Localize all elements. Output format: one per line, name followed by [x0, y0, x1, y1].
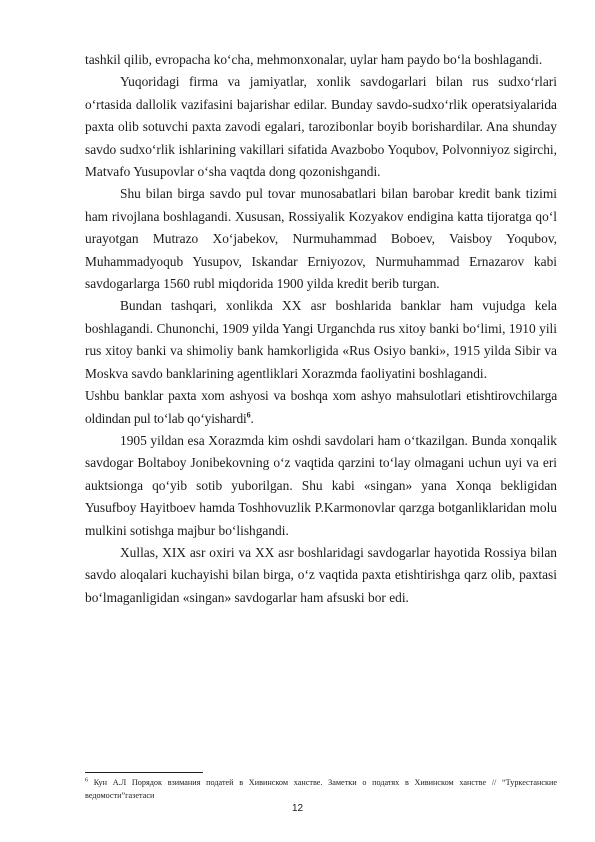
paragraph-2: Yuqoridagi firma va jamiyatlar, xonlik savdogarlari bilan rus sudxo‘rlari o‘rtasida dallolik vazifasini bajarishar edilar. Bunday savdo-sudxo‘rlik operatsiyalarida paxta olib sotuvchi paxta zavodi egalari, tarozibonlar boyib borishardilar. Ana shunday savdo sudxo‘rlik ishlarining vakillari sifatida Avazbobo Yoqubov, Polvonniyoz sigirchi, Matvafo Yusupovlar o‘sha vaqtda dong qozonishgandi. [85, 74, 557, 180]
paragraph-5-end: . [250, 410, 254, 426]
footnote [85, 776, 557, 802]
paragraph-7: Xullas, XIX asr oxiri va XX asr boshlaridagi savdogarlar hayotida Rossiya bilan savdo aloqalari kuchayishi bilan birga, o‘z vaqtida paxta etishtirishga qarz olib, paxtasi bo‘lmaganligidan «singan» savdogarlar ham afsuski bor edi. [85, 544, 557, 605]
footnote-ref[interactable]: 6 [246, 410, 251, 420]
footnote-divider [85, 772, 203, 773]
paragraph-1: tashkil qilib, evropacha ko‘cha, mehmonxonalar, uylar ham paydo bo‘la boshlagandi. [85, 52, 543, 67]
paragraph-5-text: Ushbu banklar paxta xom ashyosi va boshqa xom ashyo mahsulotlari etishtirovchilarga oldindan pul to‘lab qo‘yishardi [85, 388, 557, 426]
footnote-number: 6 [85, 777, 88, 784]
paragraph-6: 1905 yildan esa Xorazmda kim oshdi savdolari ham o‘tkazilgan. Bunda xonqalik savdogar Boltaboy Jonibekovning o‘z vaqtida qarzini to‘lay olmagani uchun uyi va eri auktsionga qo‘yib sotib yuborilgan. Shu kabi «singan» yana Xonqa bekligidan Yusufboy Hayitboev hamda Toshhovuzlik P.Karmonovlar qarzga botganliklaridan molu mulkini sotishga majbur bo‘lishgandi. [85, 432, 557, 538]
paragraph-4: Bundan tashqari, xonlikda XX asr boshlarida banklar ham vujudga kela boshlagandi. Chunonchi, 1909 yilda Yangi Urganchda rus xitoy banki bo‘limi, 1910 yili rus xitoy banki va shimoliy bank hamkorligida «Rus Osiyo banki», 1915 yilda Sibir va Moskva savdo banklarining agentliklari Xorazmda faoliyatini boshlagandi. [85, 298, 557, 381]
paragraph-3: Shu bilan birga savdo pul tovar munosabatlari bilan barobar kredit bank tizimi ham rivojlana boshlagandi. Xususan, Rossiyalik Kozyakov endigina katta tijoratga qo‘l urayotgan Mutrazo Xo‘jabekov, Nurmuhammad Boboev, Vaisboy Yoqubov, Muhammadyoqub Yusupov, Iskandar Erniyozov, Nurmuhammad Ernazarov kabi savdogarlarga 1560 rubl miqdorida 1900 yilda kredit berib turgan. [85, 186, 557, 292]
document-body [85, 49, 557, 609]
footnote-text: Кун А.Л Порядок взимания податей в Хивинском ханстве. Заметки о податях в Хивинском ханстве // “Туркестанские ведомости”газетаси [85, 778, 557, 800]
paragraph-5 [85, 385, 557, 430]
page-number: 12 [291, 803, 304, 814]
